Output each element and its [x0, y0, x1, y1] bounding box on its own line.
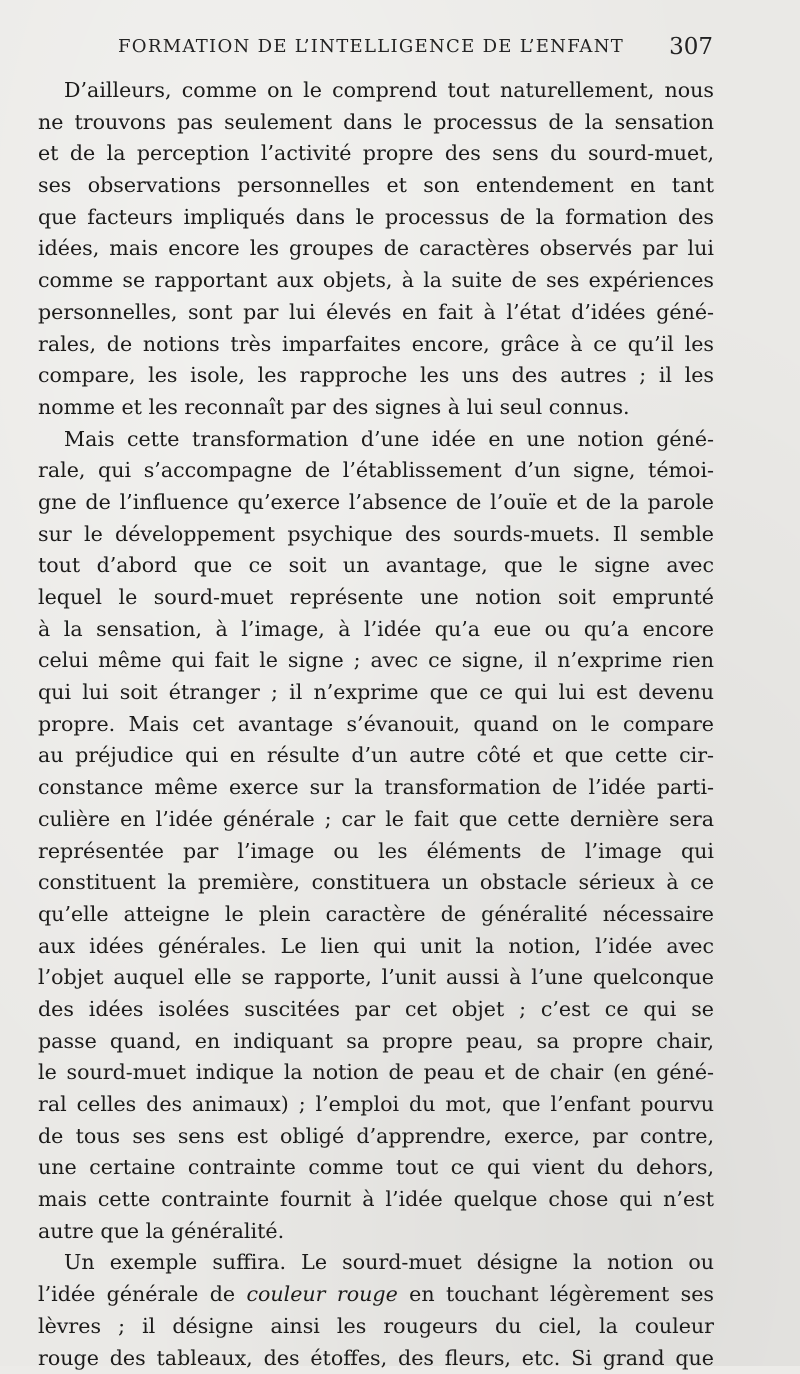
text-line: ses observations personnelles et son entendement en tant [38, 170, 714, 202]
paragraph-3 [38, 1247, 714, 1374]
text-line: représentée par l’image ou les éléments de l’image qui [38, 836, 714, 868]
italic-term: couleur rouge [246, 1282, 397, 1306]
text-line: aux idées générales. Le lien qui unit la notion, l’idée avec [38, 931, 714, 963]
text-line: compare, les isole, les rapproche les uns des autres ; il les [38, 360, 714, 392]
text-line: rouge des tableaux, des étoffes, des fleurs, etc. Si grand que [38, 1343, 714, 1374]
text-line: Mais cette transformation d’une idée en une notion géné- [38, 424, 714, 456]
text-line: lèvres ; il désigne ainsi les rougeurs du ciel, la couleur [38, 1311, 714, 1343]
paragraph-1 [38, 75, 714, 424]
text-line: personnelles, sont par lui élevés en fait à l’état d’idées géné- [38, 297, 714, 329]
text-line: mais cette contrainte fournit à l’idée quelque chose qui n’est [38, 1184, 714, 1216]
text-line: culière en l’idée générale ; car le fait que cette dernière sera [38, 804, 714, 836]
text-line: D’ailleurs, comme on le comprend tout naturellement, nous [38, 75, 714, 107]
text-line: propre. Mais cet avantage s’évanouit, quand on le compare [38, 709, 714, 741]
page-number: 307 [669, 34, 713, 60]
text-line: constituent la première, constituera un obstacle sérieux à ce [38, 867, 714, 899]
text-line: l’objet auquel elle se rapporte, l’unit aussi à l’une quelconque [38, 962, 714, 994]
paragraph-2 [38, 424, 714, 1248]
text-line: de tous ses sens est obligé d’apprendre, exerce, par contre, [38, 1121, 714, 1153]
running-head: FORMATION DE L’INTELLIGENCE DE L’ENFANT [118, 36, 624, 57]
body-text [38, 75, 714, 1374]
text-fragment: en touchant légèrement ses [398, 1282, 714, 1306]
text-line: au préjudice qui en résulte d’un autre côté et que cette cir- [38, 740, 714, 772]
text-line: des idées isolées suscitées par cet objet ; c’est ce qui se [38, 994, 714, 1026]
text-line: rales, de notions très imparfaites encore, grâce à ce qu’il les [38, 329, 714, 361]
text-line: une certaine contrainte comme tout ce qui vient du dehors, [38, 1152, 714, 1184]
text-line: ral celles des animaux) ; l’emploi du mot, que l’enfant pourvu [38, 1089, 714, 1121]
text-line: qu’elle atteigne le plein caractère de généralité nécessaire [38, 899, 714, 931]
text-line: lequel le sourd-muet représente une notion soit emprunté [38, 582, 714, 614]
text-line: sur le développement psychique des sourds-muets. Il semble [38, 519, 714, 551]
text-line: que facteurs impliqués dans le processus de la formation des [38, 202, 714, 234]
text-line: ne trouvons pas seulement dans le processus de la sensation [38, 107, 714, 139]
text-line: Un exemple suffira. Le sourd-muet désigne la notion ou [38, 1247, 714, 1279]
text-line: celui même qui fait le signe ; avec ce signe, il n’exprime rien [38, 645, 714, 677]
text-line: à la sensation, à l’image, à l’idée qu’a eue ou qu’a encore [38, 614, 714, 646]
text-line: idées, mais encore les groupes de caractères observés par lui [38, 233, 714, 265]
text-line: le sourd-muet indique la notion de peau et de chair (en géné- [38, 1057, 714, 1089]
text-line: comme se rapportant aux objets, à la suite de ses expériences [38, 265, 714, 297]
text-line: autre que la généralité. [38, 1216, 714, 1248]
text-line: tout d’abord que ce soit un avantage, que le signe avec [38, 550, 714, 582]
text-line: nomme et les reconnaît par des signes à lui seul connus. [38, 392, 714, 424]
text-line: et de la perception l’activité propre des sens du sourd-muet, [38, 138, 714, 170]
page-header [108, 34, 713, 64]
text-fragment: l’idée générale de [38, 1282, 246, 1306]
text-line: qui lui soit étranger ; il n’exprime que ce qui lui est devenu [38, 677, 714, 709]
text-line: passe quand, en indiquant sa propre peau, sa propre chair, [38, 1026, 714, 1058]
text-line [38, 1279, 714, 1311]
text-line: constance même exerce sur la transformation de l’idée parti- [38, 772, 714, 804]
text-line: gne de l’influence qu’exerce l’absence de l’ouïe et de la parole [38, 487, 714, 519]
text-line: rale, qui s’accompagne de l’établissement d’un signe, témoi- [38, 455, 714, 487]
